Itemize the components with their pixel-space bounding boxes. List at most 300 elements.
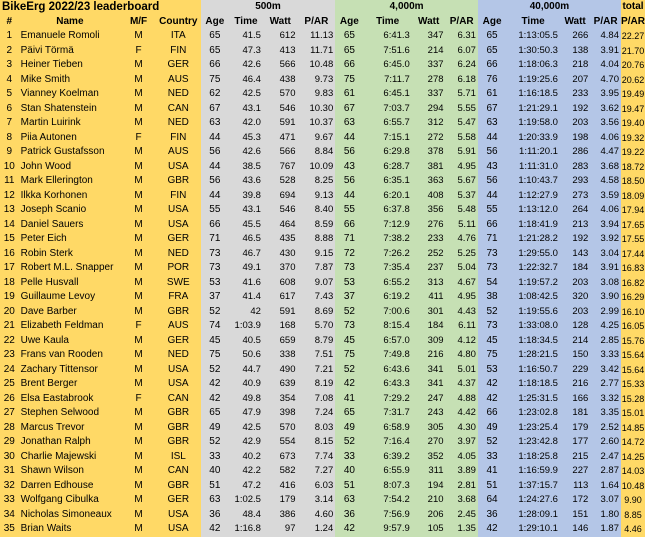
cell-par-40000: 1.87	[590, 522, 621, 537]
table-row	[0, 145, 645, 160]
cell-total-par: 9.90	[621, 493, 645, 508]
col-par-500: P/AR	[297, 15, 335, 30]
cell-name: Peter Eich	[19, 232, 122, 247]
cell-age-500: 52	[201, 305, 229, 320]
cell-rank: 13	[0, 203, 19, 218]
cell-name: Joseph Scanio	[19, 203, 122, 218]
cell-gender: M	[121, 247, 156, 262]
cell-time-500: 40.5	[229, 334, 263, 349]
cell-rank: 7	[0, 116, 19, 131]
cell-age-500: 37	[201, 290, 229, 305]
cell-watt-40000: 215	[560, 450, 590, 465]
cell-gender: M	[121, 464, 156, 479]
cell-time-4000: 6:55.2	[364, 276, 412, 291]
cell-time-500: 46.5	[229, 232, 263, 247]
cell-country: GBR	[156, 435, 201, 450]
cell-name: Stan Shatenstein	[19, 102, 122, 117]
cell-par-4000: 4.76	[446, 232, 478, 247]
cell-rank: 1	[0, 29, 19, 44]
cell-par-500: 10.09	[297, 160, 335, 175]
cell-country: CAN	[156, 392, 201, 407]
cell-age-4000: 66	[335, 58, 363, 73]
cell-age-4000: 52	[335, 363, 363, 378]
cell-watt-500: 464	[263, 218, 298, 233]
cell-time-4000: 7:35.4	[364, 261, 412, 276]
cell-gender: M	[121, 116, 156, 131]
cell-age-4000: 65	[335, 44, 363, 59]
cell-age-40000: 65	[478, 29, 506, 44]
cell-par-40000: 3.90	[590, 290, 621, 305]
cell-watt-500: 659	[263, 334, 298, 349]
cell-watt-4000: 341	[412, 363, 446, 378]
cell-gender: M	[121, 58, 156, 73]
cell-age-500: 42	[201, 377, 229, 392]
cell-gender: M	[121, 305, 156, 320]
cell-country: USA	[156, 203, 201, 218]
cell-country: GER	[156, 493, 201, 508]
cell-country: GBR	[156, 406, 201, 421]
cell-par-40000: 2.85	[590, 334, 621, 349]
cell-age-40000: 61	[478, 87, 506, 102]
cell-age-40000: 67	[478, 102, 506, 117]
cell-par-500: 7.74	[297, 450, 335, 465]
cell-par-4000: 4.80	[446, 348, 478, 363]
table-row	[0, 406, 645, 421]
cell-country: USA	[156, 160, 201, 175]
cell-par-40000: 4.25	[590, 319, 621, 334]
cell-time-500: 43.1	[229, 102, 263, 117]
cell-rank: 15	[0, 232, 19, 247]
cell-age-4000: 72	[335, 247, 363, 262]
cell-rank: 29	[0, 435, 19, 450]
table-row	[0, 522, 645, 537]
cell-par-40000: 4.04	[590, 58, 621, 73]
cell-time-500: 43.1	[229, 203, 263, 218]
cell-age-4000: 66	[335, 218, 363, 233]
cell-country: CAN	[156, 464, 201, 479]
cell-total-par: 16.05	[621, 319, 645, 334]
cell-rank: 24	[0, 363, 19, 378]
cell-par-4000: 4.37	[446, 377, 478, 392]
cell-watt-40000: 264	[560, 203, 590, 218]
cell-par-40000: 3.04	[590, 247, 621, 262]
cell-time-4000: 9:57.9	[364, 522, 412, 537]
cell-par-500: 8.40	[297, 203, 335, 218]
cell-total-par: 15.01	[621, 406, 645, 421]
cell-age-40000: 73	[478, 261, 506, 276]
cell-watt-4000: 309	[412, 334, 446, 349]
cell-watt-500: 566	[263, 58, 298, 73]
cell-time-500: 42.0	[229, 116, 263, 131]
cell-watt-4000: 237	[412, 261, 446, 276]
cell-watt-500: 438	[263, 73, 298, 88]
cell-time-4000: 6:43.3	[364, 377, 412, 392]
cell-watt-4000: 311	[412, 464, 446, 479]
cell-par-40000: 3.68	[590, 160, 621, 175]
cell-time-40000: 1:33:08.0	[506, 319, 560, 334]
cell-age-4000: 63	[335, 116, 363, 131]
cell-age-40000: 45	[478, 334, 506, 349]
cell-age-40000: 64	[478, 493, 506, 508]
cell-time-4000: 7:56.9	[364, 508, 412, 523]
cell-rank: 11	[0, 174, 19, 189]
cell-watt-500: 179	[263, 493, 298, 508]
cell-time-500: 42.9	[229, 435, 263, 450]
col-par-4000: P/AR	[446, 15, 478, 30]
cell-age-500: 65	[201, 29, 229, 44]
cell-time-4000: 7:16.4	[364, 435, 412, 450]
cell-gender: M	[121, 29, 156, 44]
cell-country: ITA	[156, 29, 201, 44]
total-header: total	[621, 0, 645, 15]
cell-age-500: 73	[201, 247, 229, 262]
cell-time-40000: 1:18:25.8	[506, 450, 560, 465]
cell-watt-40000: 229	[560, 363, 590, 378]
cell-time-4000: 6:43.6	[364, 363, 412, 378]
section-4000m: 4,000m	[335, 0, 478, 15]
cell-watt-4000: 247	[412, 392, 446, 407]
cell-watt-40000: 283	[560, 160, 590, 175]
cell-age-4000: 75	[335, 73, 363, 88]
cell-par-500: 8.69	[297, 305, 335, 320]
cell-par-500: 9.83	[297, 87, 335, 102]
cell-rank: 14	[0, 218, 19, 233]
cell-watt-40000: 113	[560, 479, 590, 494]
cell-watt-4000: 194	[412, 479, 446, 494]
cell-par-40000: 1.64	[590, 479, 621, 494]
cell-gender: F	[121, 44, 156, 59]
cell-par-4000: 5.37	[446, 189, 478, 204]
cell-par-500: 8.25	[297, 174, 335, 189]
cell-gender: M	[121, 276, 156, 291]
cell-total-par: 20.62	[621, 73, 645, 88]
cell-age-500: 75	[201, 348, 229, 363]
cell-time-500: 41.4	[229, 290, 263, 305]
cell-name: Ilkka Korhonen	[19, 189, 122, 204]
cell-watt-4000: 252	[412, 247, 446, 262]
cell-total-par: 15.64	[621, 348, 645, 363]
cell-time-500: 47.9	[229, 406, 263, 421]
table-row	[0, 276, 645, 291]
cell-age-40000: 54	[478, 276, 506, 291]
cell-par-4000: 4.42	[446, 406, 478, 421]
cell-name: Brent Berger	[19, 377, 122, 392]
cell-watt-40000: 128	[560, 319, 590, 334]
cell-age-4000: 56	[335, 174, 363, 189]
cell-watt-4000: 270	[412, 435, 446, 450]
cell-par-500: 7.24	[297, 406, 335, 421]
cell-par-4000: 6.24	[446, 58, 478, 73]
table-row	[0, 450, 645, 465]
cell-age-500: 67	[201, 102, 229, 117]
cell-time-40000: 1:10:43.7	[506, 174, 560, 189]
cell-time-4000: 8:07.3	[364, 479, 412, 494]
cell-par-40000: 3.35	[590, 406, 621, 421]
cell-country: FRA	[156, 290, 201, 305]
cell-age-4000: 75	[335, 348, 363, 363]
cell-rank: 25	[0, 377, 19, 392]
cell-par-40000: 3.62	[590, 102, 621, 117]
cell-watt-4000: 184	[412, 319, 446, 334]
cell-rank: 10	[0, 160, 19, 175]
cell-par-500: 7.87	[297, 261, 335, 276]
table-row	[0, 363, 645, 378]
cell-par-4000: 5.47	[446, 116, 478, 131]
cell-time-500: 39.8	[229, 189, 263, 204]
cell-watt-40000: 177	[560, 435, 590, 450]
cell-par-40000: 2.47	[590, 450, 621, 465]
cell-time-40000: 1:13:05.5	[506, 29, 560, 44]
cell-watt-500: 617	[263, 290, 298, 305]
cell-age-500: 55	[201, 203, 229, 218]
cell-watt-4000: 337	[412, 58, 446, 73]
cell-age-500: 73	[201, 261, 229, 276]
cell-par-40000: 2.52	[590, 421, 621, 436]
cell-age-500: 51	[201, 479, 229, 494]
cell-rank: 3	[0, 58, 19, 73]
cell-gender: M	[121, 334, 156, 349]
table-row	[0, 319, 645, 334]
cell-time-4000: 7:54.2	[364, 493, 412, 508]
cell-watt-4000: 210	[412, 493, 446, 508]
cell-par-500: 10.37	[297, 116, 335, 131]
cell-watt-40000: 207	[560, 73, 590, 88]
cell-country: GER	[156, 232, 201, 247]
cell-name: Patrick Gustafsson	[19, 145, 122, 160]
cell-time-500: 45.3	[229, 131, 263, 146]
col-country: Country	[156, 15, 201, 30]
cell-name: Nicholas Simoneaux	[19, 508, 122, 523]
cell-name: Vianney Koelman	[19, 87, 122, 102]
table-row	[0, 421, 645, 436]
cell-par-500: 9.07	[297, 276, 335, 291]
cell-par-40000: 4.58	[590, 174, 621, 189]
cell-rank: 17	[0, 261, 19, 276]
cell-watt-500: 490	[263, 363, 298, 378]
cell-par-40000: 4.84	[590, 29, 621, 44]
cell-watt-500: 528	[263, 174, 298, 189]
table-row	[0, 261, 645, 276]
cell-gender: M	[121, 102, 156, 117]
cell-gender: M	[121, 406, 156, 421]
cell-name: Dave Barber	[19, 305, 122, 320]
cell-time-40000: 1:18:34.5	[506, 334, 560, 349]
cell-par-500: 9.73	[297, 73, 335, 88]
cell-watt-40000: 146	[560, 522, 590, 537]
cell-age-40000: 51	[478, 479, 506, 494]
cell-watt-40000: 203	[560, 116, 590, 131]
cell-par-500: 8.03	[297, 421, 335, 436]
cell-age-4000: 61	[335, 87, 363, 102]
cell-age-40000: 43	[478, 160, 506, 175]
cell-gender: M	[121, 73, 156, 88]
cell-name: Piia Autonen	[19, 131, 122, 146]
cell-gender: M	[121, 261, 156, 276]
cell-age-40000: 73	[478, 319, 506, 334]
cell-age-4000: 67	[335, 102, 363, 117]
cell-total-par: 14.85	[621, 421, 645, 436]
table-row	[0, 493, 645, 508]
cell-par-4000: 5.01	[446, 363, 478, 378]
cell-watt-500: 767	[263, 160, 298, 175]
col-watt-40000: Watt	[560, 15, 590, 30]
cell-time-500: 41.5	[229, 29, 263, 44]
cell-age-500: 63	[201, 493, 229, 508]
cell-watt-500: 639	[263, 377, 298, 392]
cell-par-4000: 3.89	[446, 464, 478, 479]
cell-watt-4000: 216	[412, 348, 446, 363]
cell-par-500: 7.43	[297, 290, 335, 305]
cell-age-40000: 38	[478, 290, 506, 305]
cell-par-4000: 5.55	[446, 102, 478, 117]
cell-country: FIN	[156, 189, 201, 204]
cell-watt-40000: 273	[560, 189, 590, 204]
cell-name: Brian Waits	[19, 522, 122, 537]
cell-time-40000: 1:21:29.1	[506, 102, 560, 117]
table-row	[0, 479, 645, 494]
cell-par-500: 3.14	[297, 493, 335, 508]
cell-par-40000: 2.60	[590, 435, 621, 450]
cell-time-40000: 1:18:41.9	[506, 218, 560, 233]
cell-time-40000: 1:16:18.5	[506, 87, 560, 102]
cell-par-500: 10.30	[297, 102, 335, 117]
cell-par-40000: 2.87	[590, 464, 621, 479]
cell-par-4000: 2.45	[446, 508, 478, 523]
cell-time-40000: 1:16:50.7	[506, 363, 560, 378]
cell-par-4000: 3.68	[446, 493, 478, 508]
table-row	[0, 174, 645, 189]
cell-watt-40000: 181	[560, 406, 590, 421]
sheet-title: BikeErg 2022/23 leaderboard	[0, 0, 201, 15]
cell-watt-500: 608	[263, 276, 298, 291]
cell-country: USA	[156, 508, 201, 523]
table-row	[0, 305, 645, 320]
cell-watt-500: 591	[263, 305, 298, 320]
cell-total-par: 15.76	[621, 334, 645, 349]
cell-total-par: 10.48	[621, 479, 645, 494]
cell-age-4000: 56	[335, 145, 363, 160]
cell-age-40000: 73	[478, 247, 506, 262]
cell-age-4000: 44	[335, 189, 363, 204]
cell-par-4000: 6.11	[446, 319, 478, 334]
cell-name: Darren Edhouse	[19, 479, 122, 494]
cell-watt-4000: 356	[412, 203, 446, 218]
cell-watt-4000: 312	[412, 116, 446, 131]
cell-rank: 4	[0, 73, 19, 88]
cell-rank: 22	[0, 334, 19, 349]
cell-age-500: 56	[201, 174, 229, 189]
cell-par-40000: 1.80	[590, 508, 621, 523]
cell-par-500: 1.24	[297, 522, 335, 537]
cell-time-40000: 1:23:02.8	[506, 406, 560, 421]
cell-age-40000: 52	[478, 435, 506, 450]
cell-par-4000: 1.35	[446, 522, 478, 537]
cell-country: USA	[156, 218, 201, 233]
cell-age-500: 63	[201, 116, 229, 131]
cell-time-500: 42.6	[229, 145, 263, 160]
cell-watt-500: 97	[263, 522, 298, 537]
cell-name: Frans van Rooden	[19, 348, 122, 363]
cell-age-40000: 65	[478, 44, 506, 59]
cell-watt-500: 612	[263, 29, 298, 44]
cell-time-40000: 1:37:15.7	[506, 479, 560, 494]
cell-country: GBR	[156, 421, 201, 436]
cell-par-40000: 4.70	[590, 73, 621, 88]
cell-country: GBR	[156, 479, 201, 494]
cell-par-500: 9.15	[297, 247, 335, 262]
cell-rank: 26	[0, 392, 19, 407]
cell-age-40000: 56	[478, 174, 506, 189]
cell-par-500: 9.67	[297, 131, 335, 146]
cell-age-4000: 41	[335, 392, 363, 407]
cell-age-4000: 37	[335, 290, 363, 305]
cell-total-par: 21.70	[621, 44, 645, 59]
cell-time-40000: 1:24:27.6	[506, 493, 560, 508]
cell-par-4000: 6.31	[446, 29, 478, 44]
cell-total-par: 8.85	[621, 508, 645, 523]
cell-country: POR	[156, 261, 201, 276]
cell-age-500: 44	[201, 160, 229, 175]
cell-total-par: 14.72	[621, 435, 645, 450]
cell-country: GER	[156, 334, 201, 349]
cell-watt-40000: 179	[560, 421, 590, 436]
cell-age-40000: 52	[478, 305, 506, 320]
cell-watt-500: 554	[263, 435, 298, 450]
cell-age-4000: 52	[335, 305, 363, 320]
cell-watt-500: 570	[263, 87, 298, 102]
cell-time-4000: 6:55.7	[364, 116, 412, 131]
cell-par-500: 7.51	[297, 348, 335, 363]
cell-par-500: 11.13	[297, 29, 335, 44]
cell-watt-500: 673	[263, 450, 298, 465]
cell-time-500: 42.2	[229, 464, 263, 479]
cell-time-40000: 1:19:57.2	[506, 276, 560, 291]
cell-gender: M	[121, 508, 156, 523]
cell-par-500: 8.79	[297, 334, 335, 349]
cell-age-4000: 71	[335, 232, 363, 247]
cell-time-40000: 1:18:06.3	[506, 58, 560, 73]
cell-country: NED	[156, 87, 201, 102]
cell-time-4000: 6:37.8	[364, 203, 412, 218]
cell-par-4000: 4.30	[446, 421, 478, 436]
cell-watt-40000: 138	[560, 44, 590, 59]
cell-time-40000: 1:13:12.0	[506, 203, 560, 218]
cell-watt-500: 338	[263, 348, 298, 363]
cell-time-500: 42.5	[229, 87, 263, 102]
cell-watt-4000: 105	[412, 522, 446, 537]
cell-time-4000: 7:03.7	[364, 102, 412, 117]
cell-age-4000: 73	[335, 319, 363, 334]
table-row	[0, 232, 645, 247]
table-row	[0, 348, 645, 363]
cell-watt-40000: 166	[560, 392, 590, 407]
cell-age-4000: 44	[335, 131, 363, 146]
cell-age-4000: 73	[335, 261, 363, 276]
cell-name: Heiner Tieben	[19, 58, 122, 73]
cell-watt-500: 435	[263, 232, 298, 247]
col-watt-500: Watt	[263, 15, 298, 30]
table-row	[0, 464, 645, 479]
cell-watt-40000: 203	[560, 305, 590, 320]
cell-watt-4000: 243	[412, 406, 446, 421]
table-row	[0, 334, 645, 349]
cell-watt-4000: 347	[412, 29, 446, 44]
cell-watt-40000: 172	[560, 493, 590, 508]
cell-time-500: 40.2	[229, 450, 263, 465]
cell-rank: 30	[0, 450, 19, 465]
cell-total-par: 19.32	[621, 131, 645, 146]
cell-time-40000: 1:11:20.1	[506, 145, 560, 160]
